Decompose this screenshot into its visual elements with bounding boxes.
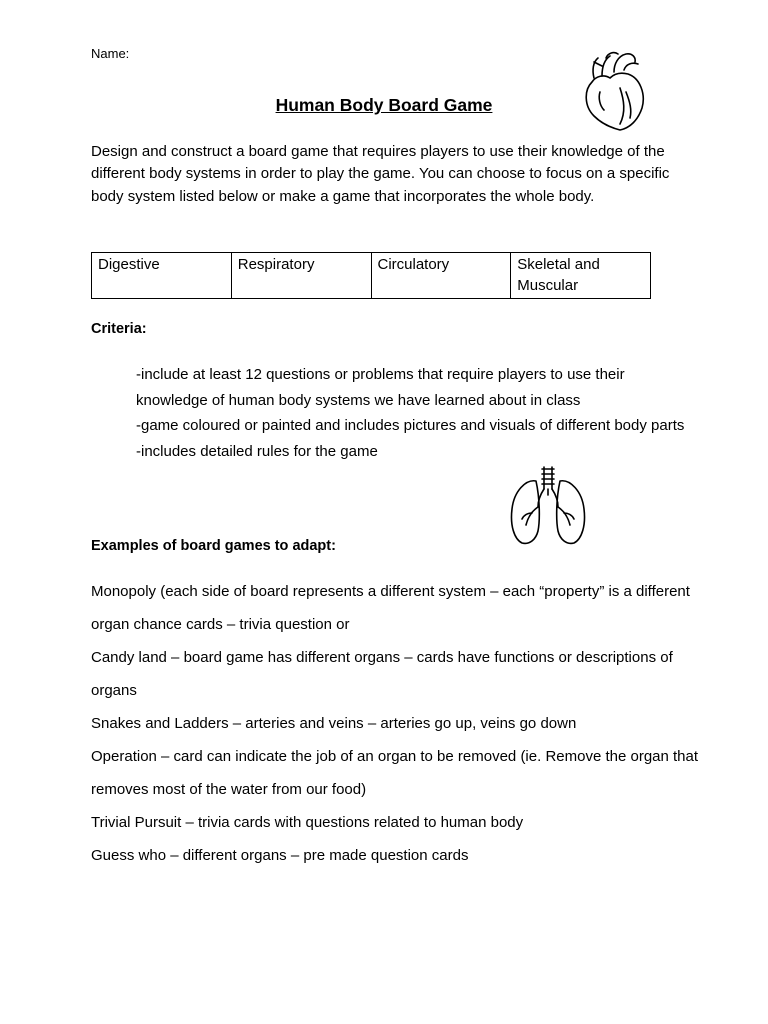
- table-cell: Circulatory: [371, 253, 511, 299]
- list-item: Candy land – board game has different organs – cards have functions or descriptions of organs: [91, 649, 673, 699]
- list-item: Monopoly (each side of board represents a different system – each “property” is a different organ chance cards – trivia question or: [91, 583, 690, 633]
- list-item: Trivial Pursuit – trivia cards with questions related to human body: [91, 814, 524, 831]
- table-cell: Respiratory: [231, 253, 371, 299]
- list-item: -include at least 12 questions or problems that require players to use their knowledge of human body systems we have learned about in class: [136, 366, 625, 409]
- table-cell: Digestive: [92, 253, 232, 299]
- examples-heading: Examples of board games to adapt:: [91, 538, 336, 554]
- heart-icon: [580, 48, 646, 132]
- table-row: [92, 253, 651, 299]
- list-item: -includes detailed rules for the game: [136, 442, 378, 460]
- criteria-list: [136, 362, 696, 464]
- name-label: Name:: [91, 46, 130, 61]
- body-systems-table: [91, 252, 651, 299]
- page-title: Human Body Board Game: [275, 95, 493, 115]
- list-item: Snakes and Ladders – arteries and veins – arteries go up, veins go down: [91, 715, 577, 732]
- list-item: Guess who – different organs – pre made question cards: [91, 847, 469, 864]
- examples-list: [91, 575, 701, 872]
- table-cell: Skeletal and Muscular: [511, 253, 651, 299]
- intro-paragraph: Design and construct a board game that requires players to use their knowledge of the different body systems in order to play the game. You can choose to focus on a specific body system listed below or make a game that incorporates the whole body.: [91, 143, 670, 205]
- criteria-heading: Criteria:: [91, 321, 147, 337]
- lungs-icon: [508, 465, 588, 547]
- list-item: Operation – card can indicate the job of an organ to be removed (ie. Remove the organ that removes most of the water from our food): [91, 748, 699, 798]
- list-item: -game coloured or painted and includes pictures and visuals of different body parts: [136, 417, 685, 434]
